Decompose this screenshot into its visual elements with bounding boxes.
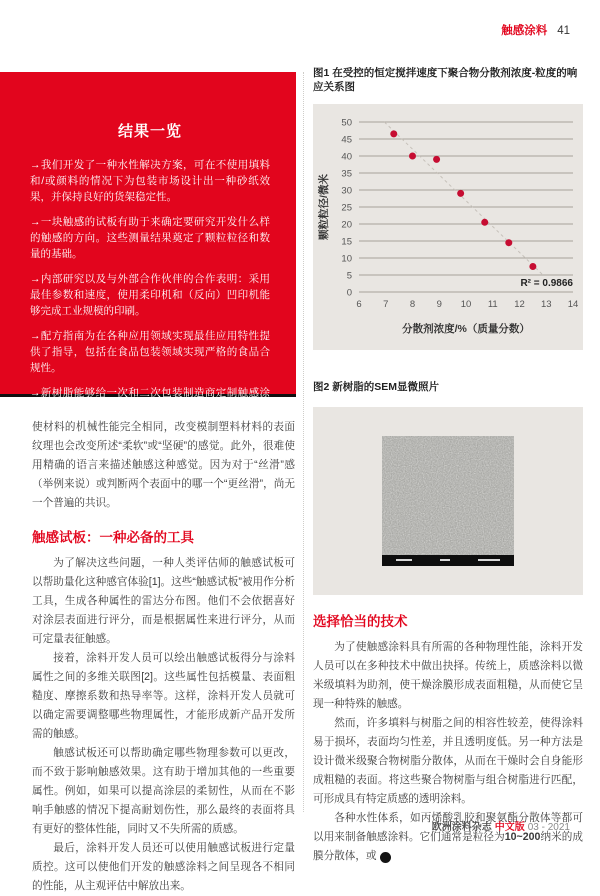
figure2-sem-panel (313, 407, 583, 595)
svg-text:颗粒粒径/微米: 颗粒粒径/微米 (318, 174, 330, 240)
svg-text:12: 12 (514, 299, 525, 310)
body-paragraph: 为了使触感涂料具有所需的各种物理性能，涂料开发人员可以在多种技术中做出抉择。传统上，质感涂料以微米级填料为助剂，使干燥涂膜形成表面粗糙，从而使它呈现一种特殊的触感。 (313, 641, 583, 710)
sem-scalebar (382, 555, 514, 566)
figure2-caption: 图2 新树脂的SEM显微照片 (313, 381, 440, 393)
figure1-caption: 图1 在受控的恒定搅拌速度下聚合物分散剂浓度-粒度的响应关系图 (313, 67, 578, 93)
results-item: →新树脂能够给一次和二次包装制造商定制触感涂料。 (30, 387, 270, 415)
page-number: 41 (557, 25, 570, 37)
results-item: →配方指南为在各种应用领域实现最佳应用特性提供了指导，包括在食品包装领域实现严格的食品合规性。 (30, 330, 270, 374)
footer-journal-name: 欧洲涂料杂志 (431, 822, 492, 833)
results-box-title: 结果一览 (117, 123, 182, 140)
results-overview-box (0, 72, 296, 415)
body-paragraph: 最后，涂料开发人员还可以使用触感试板进行定量质控。这可以使他们开发的触感涂料之间呈现各不相同的性能，从主观评估中解放出来。 (32, 842, 295, 892)
svg-text:50: 50 (341, 117, 352, 129)
svg-text:20: 20 (341, 219, 352, 231)
paragraph-text: 各种水性体系，如丙烯酸乳胶和聚氨酯分散体等都可以用来制备触感涂料。它们通常是粒径为 (313, 812, 583, 843)
svg-text:9: 9 (436, 299, 442, 310)
svg-text:13: 13 (540, 299, 552, 310)
body-paragraph: 接着，涂料开发人员可以绘出触感试板得分与涂料属性之间的多维关联图[2]。这些属性包括模量、表面粗糙度、摩擦系数和热导率等。这样，涂料开发人员就可以确定需要调整哪些物理属性，才能形成新产品开发所需的触感。 (32, 652, 295, 740)
svg-text:25: 25 (341, 202, 352, 214)
svg-text:0: 0 (346, 287, 352, 299)
page-footer (432, 818, 570, 833)
figure1-scatter-chart (313, 104, 583, 355)
svg-text:30: 30 (341, 185, 352, 197)
svg-text:6: 6 (356, 299, 362, 310)
svg-text:分散剂浓度/%（质量分数）: 分散剂浓度/%（质量分数） (402, 323, 530, 335)
body-paragraph: 为了解决这些问题，一种人类评估师的触感试板可以帮助量化这种感官体验[1]。这些“触感试板”被用作分析工具，生成各种属性的雷达分布图。他们不会依据喜好对涂层表面进行评分，而是根据属性来进行评分，从而可定量表征触感。 (32, 557, 295, 645)
section-title: 触感涂料 (501, 25, 548, 37)
left-text-column (32, 418, 295, 896)
sem-micrograph-image (382, 436, 514, 566)
footer-edition: 中文版 (494, 822, 525, 833)
paragraph-text: 纳米的成膜分散体，或 (313, 831, 583, 862)
column-divider (303, 72, 304, 812)
svg-text:8: 8 (409, 299, 416, 310)
svg-text:15: 15 (341, 236, 352, 248)
results-item: →内部研究以及与外部合作伙伴的合作表明：采用最佳参数和速度，使用柔印机和（反向）凹印机能够完成工业规模的印刷。 (30, 273, 270, 317)
svg-text:R² = 0.9866: R² = 0.9866 (520, 278, 573, 289)
footer-issue: 03 - 2021 (527, 822, 570, 833)
svg-text:10: 10 (460, 299, 472, 310)
figure1-chart-panel (313, 104, 583, 350)
body-paragraph: 触感试板还可以帮助确定哪些物理参数可以更改，而不致于影响触感效果。这有助于增加其他的一些重要属性。例如，如果可以提高涂层的柔韧性，从而在不影响手触感的情况下提高耐划伤性，那么最终的表面将具有更好的整体性能，同时又不失所需的质感。 (32, 747, 295, 835)
body-paragraph: 然而，许多填料与树脂之间的相容性较差，使得涂料易于损坏，表面均匀性差，并且透明度低。另一种方法是设计微米级聚合物树脂分散体，从而在干燥时会自身能形成粗糙的表面。将这些聚合物树脂与组合树脂进行匹配，可形成具有特定质感的透明涂料。 (313, 717, 583, 805)
svg-text:35: 35 (341, 168, 352, 180)
section-heading-technology: 选择恰当的技术 (313, 614, 408, 629)
svg-text:10: 10 (341, 253, 352, 265)
svg-text:7: 7 (383, 299, 389, 310)
svg-text:5: 5 (346, 270, 352, 282)
continuation-arrow-icon: › (380, 852, 391, 863)
svg-text:45: 45 (341, 134, 352, 146)
paragraph-bold-text: 10~200 (504, 831, 541, 843)
results-item: →一块触感的试板有助于来确定要研究开发什么样的触感的方向。这些测量结果奠定了颗粒粒径和数量的基础。 (30, 216, 270, 260)
sem-noise-texture (382, 436, 514, 566)
svg-text:40: 40 (341, 151, 352, 163)
results-item: →我们开发了一种水性解决方案，可在不使用填料和/或颜料的情况下为包装市场设计出一种砂纸效果，并保持良好的货架稳定性。 (30, 159, 270, 203)
svg-text:14: 14 (567, 299, 579, 310)
section-heading-touch-panel: 触感试板：一种必备的工具 (32, 530, 194, 545)
svg-text:11: 11 (487, 299, 498, 310)
body-paragraph: 使材料的机械性能完全相同，改变模制塑料材料的表面纹理也会改变所述“柔软”或“坚硬”的感觉。此外，很难使用精确的语言来描述触感这种感觉。因为对于“丝滑”感（举例来说）或判断两个表面中的哪一个“更丝滑”，尚无一个普遍的共识。 (32, 421, 295, 509)
page-header (501, 22, 570, 38)
